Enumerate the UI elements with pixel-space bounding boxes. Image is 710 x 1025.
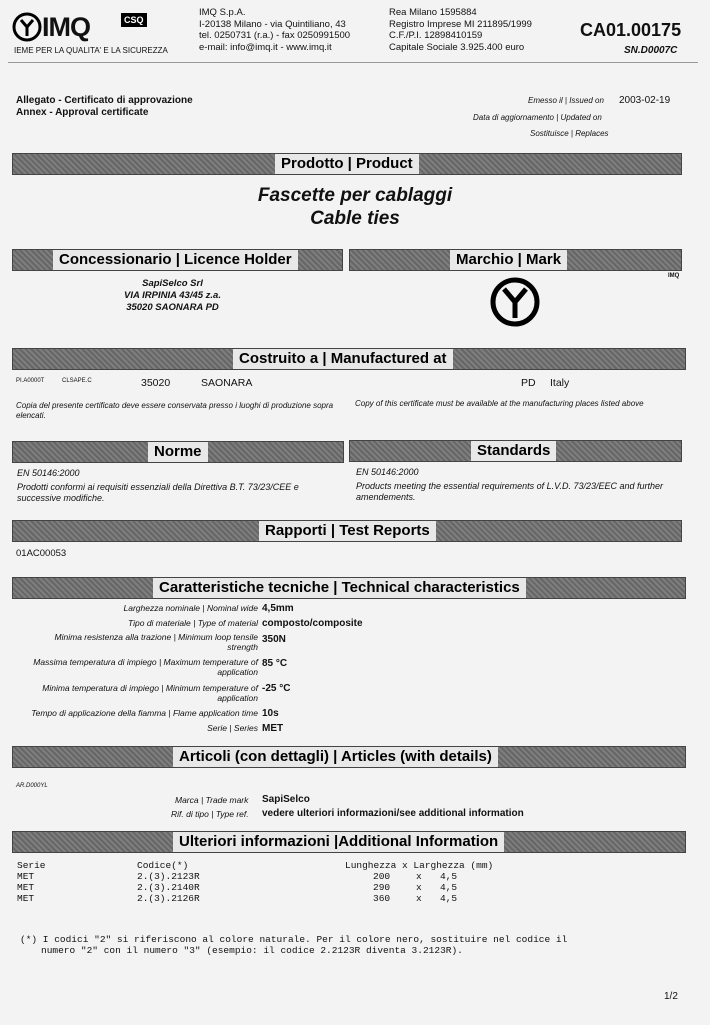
product-title-it: Fascette per cablaggi xyxy=(257,185,453,206)
tech-label: Serie | Series xyxy=(207,723,258,733)
logo-tagline: IEME PER LA QUALITA' E LA SICUREZZA xyxy=(14,46,168,55)
registry-line: C.F./P.I. 12898410159 xyxy=(389,30,483,41)
logo-text: IMQ xyxy=(42,12,90,42)
article-code: AR.D000YL xyxy=(16,783,48,789)
row-x: x xyxy=(416,893,422,904)
articles-section-bar xyxy=(12,746,686,768)
technical-section-title: Caratteristiche tecniche | Technical characteristics xyxy=(153,578,526,598)
holder-city: 35020 SAONARA PD xyxy=(126,302,219,313)
registry-line: Rea Milano 1595884 xyxy=(389,7,477,18)
tech-value: -25 °C xyxy=(262,683,291,694)
row-width: 4,5 xyxy=(440,893,458,904)
row-codice: 2.(3).2140R xyxy=(137,882,200,893)
holder-address: VIA IRPINIA 43/45 z.a. xyxy=(124,290,221,301)
mark-small-label: IMQ xyxy=(668,273,680,279)
company-line: IMQ S.p.A. xyxy=(199,7,246,18)
footnote-line-2: numero "2" con il numero "3" (esempio: il codice 2.2123R diventa 3.2123R). xyxy=(41,945,463,956)
header-divider xyxy=(8,62,698,63)
norme-text: Prodotti conformi ai requisiti essenziali della Direttiva B.T. 73/23/CEE e successive modifiche. xyxy=(17,482,299,503)
csq-badge: CSQ xyxy=(121,13,147,27)
annex-en: Annex - Approval certificate xyxy=(16,107,149,118)
col-dims-header: Lunghezza x Larghezza (mm) xyxy=(345,860,494,871)
standards-code: EN 50146:2000 xyxy=(356,467,419,477)
tech-label: Massima temperatura di impiego | Maximum temperature of application xyxy=(33,657,258,677)
trademark-value: SapiSelco xyxy=(262,794,310,805)
technical-section-bar xyxy=(12,577,686,599)
imq-logo xyxy=(12,10,152,44)
factory-country: Italy xyxy=(550,377,570,389)
reports-section-title: Rapporti | Test Reports xyxy=(259,521,436,541)
row-x: x xyxy=(416,871,422,882)
company-info xyxy=(199,7,350,53)
registry-line: Registro Imprese MI 211895/1999 xyxy=(389,18,532,30)
footnote-line-1: (*) I codici "2" si riferiscono al colore naturale. Per il colore nero, sostituire nel codice il xyxy=(20,934,568,945)
tech-label: Larghezza nominale | Nominal wide xyxy=(123,603,258,613)
holder-section-bar xyxy=(12,249,343,271)
norme-section-title: Norme xyxy=(148,442,208,462)
issued-value: 2003-02-19 xyxy=(619,95,671,106)
updated-label: Data di aggiornamento | Updated on xyxy=(473,113,602,122)
tech-value: composto/composite xyxy=(262,618,363,629)
standards-section-title: Standards xyxy=(471,441,556,461)
sn-code: SN.D0007C xyxy=(624,45,678,56)
registry-line: Capitale Sociale 3.925.400 euro xyxy=(389,41,525,53)
norme-section-bar xyxy=(12,441,344,463)
row-serie: MET xyxy=(17,882,35,893)
imq-mark-symbol-icon xyxy=(489,276,541,328)
typeref-label: Rif. di tipo | Type ref. xyxy=(171,809,249,819)
factory-city: SAONARA xyxy=(201,377,253,389)
certificate-number: CA01.00175 xyxy=(580,20,682,40)
product-section-bar xyxy=(12,153,682,175)
product-title-en: Cable ties xyxy=(310,208,400,229)
articles-section-title: Articoli (con dettagli) | Articles (with details) xyxy=(173,747,498,767)
tech-label: Tempo di applicazione della fiamma | Flame application time xyxy=(31,708,258,718)
standards-text: Products meeting the essential requirements of L.V.D. 73/23/EEC and further amendements. xyxy=(356,481,663,502)
row-serie: MET xyxy=(17,893,35,904)
page-number: 1/2 xyxy=(664,991,678,1002)
norme-code: EN 50146:2000 xyxy=(17,468,80,478)
tech-label: Tipo di materiale | Type of material xyxy=(128,618,258,628)
factory-province: PD xyxy=(521,377,536,389)
tech-value: 4,5mm xyxy=(262,603,294,614)
factory-cap: 35020 xyxy=(141,377,171,389)
imq-logo-mark-icon xyxy=(12,12,42,42)
further-section-title: Ulteriori informazioni |Additional Information xyxy=(173,832,504,852)
row-length: 290 xyxy=(373,882,391,893)
issued-label: Emesso il | Issued on xyxy=(528,96,604,105)
company-line: I-20138 Milano - via Quintiliano, 43 xyxy=(199,18,346,30)
standards-section-bar xyxy=(349,440,682,462)
col-codice-header: Codice(*) xyxy=(137,860,189,871)
product-section-title: Prodotto | Product xyxy=(275,154,419,174)
reports-section-bar xyxy=(12,520,682,542)
row-width: 4,5 xyxy=(440,871,458,882)
manufactured-section-title: Costruito a | Manufactured at xyxy=(233,349,453,369)
trademark-label: Marca | Trade mark xyxy=(175,795,249,805)
row-x: x xyxy=(416,882,422,893)
col-serie-header: Serie xyxy=(17,860,46,871)
mark-section-bar xyxy=(349,249,682,271)
row-length: 200 xyxy=(373,871,391,882)
company-line: tel. 0250731 (r.a.) - fax 0250991500 xyxy=(199,30,351,41)
typeref-value: vedere ulteriori informazioni/see additional information xyxy=(262,808,524,819)
holder-section-title: Concessionario | Licence Holder xyxy=(53,250,298,270)
mark-section-title: Marchio | Mark xyxy=(450,250,567,270)
manufactured-section-bar xyxy=(12,348,686,370)
report-id: 01AC00053 xyxy=(16,548,67,559)
annex-it: Allegato - Certificato di approvazione xyxy=(16,95,193,106)
company-line: e-mail: info@imq.it - www.imq.it xyxy=(199,41,332,53)
factory-code-2: CLSAPE.C xyxy=(62,378,92,384)
row-codice: 2.(3).2126R xyxy=(137,893,200,904)
tech-value: MET xyxy=(262,723,284,734)
row-serie: MET xyxy=(17,871,35,882)
tech-label: Minima temperatura di impiego | Minimum temperature of application xyxy=(42,683,258,703)
holder-name: SapiSelco Srl xyxy=(142,278,203,289)
row-codice: 2.(3).2123R xyxy=(137,871,200,882)
tech-value: 350N xyxy=(262,634,286,645)
tech-value: 85 °C xyxy=(262,658,288,669)
further-section-bar xyxy=(12,831,686,853)
replaces-label: Sostituisce | Replaces xyxy=(530,129,609,138)
copy-note-en: Copy of this certificate must be available at the manufacturing places listed above xyxy=(355,399,644,408)
row-width: 4,5 xyxy=(440,882,458,893)
registry-info xyxy=(389,7,532,53)
tech-label: Minima resistenza alla trazione | Minimum loop tensile strength xyxy=(54,632,258,652)
factory-code-1: PI.A0000T xyxy=(16,378,45,384)
tech-value: 10s xyxy=(262,708,279,719)
copy-note-it: Copia del presente certificato deve essere conservata presso i luoghi di produzione sopra elencati. xyxy=(16,401,334,420)
row-length: 360 xyxy=(373,893,391,904)
